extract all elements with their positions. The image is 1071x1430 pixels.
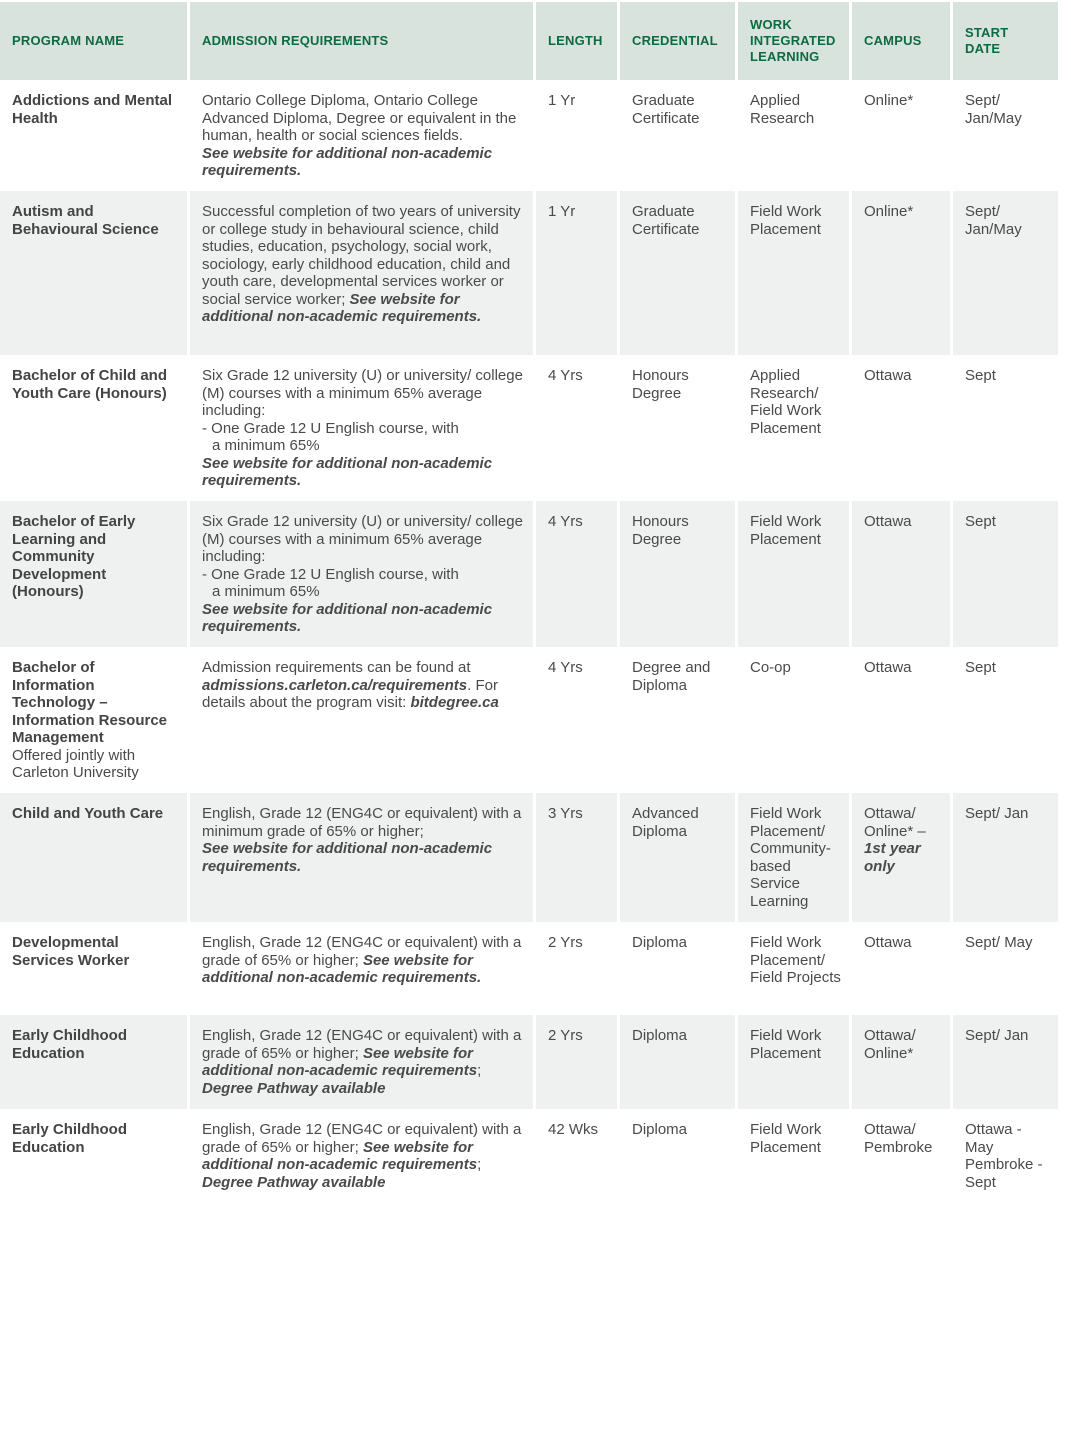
program-subtitle: Offered jointly with Carleton University xyxy=(12,746,139,781)
header-start-line-2: DATE xyxy=(965,41,1001,56)
admission-text: English, Grade 12 (ENG4C or equivalent) with a grade of 65% or higher; xyxy=(202,1027,522,1062)
program-name-cell xyxy=(0,793,190,922)
admission-note: See website for additional non-academic requirements. xyxy=(202,144,493,179)
header-campus: CAMPUS xyxy=(852,0,953,80)
start-date-cell: Sept/ Jan/May xyxy=(953,191,1058,355)
campus-cell: Ottawa xyxy=(852,647,953,793)
header-work-integrated-learning xyxy=(738,0,852,80)
admission-link-carleton[interactable]: admissions.carleton.ca/requirements xyxy=(202,676,468,694)
campus-cell: Ottawa xyxy=(852,922,953,1015)
start-date-cell: Sept/ Jan xyxy=(953,793,1058,922)
program-name-cell xyxy=(0,80,190,191)
header-wil-line-1: WORK xyxy=(750,17,792,32)
admission-text-continued: . For details about the program visit: xyxy=(202,676,498,711)
admission-bullet: - One Grade 12 U English course, with xyxy=(202,419,459,437)
table-row xyxy=(0,191,1058,355)
admission-note: See website for additional non-academic requirements xyxy=(202,1044,478,1079)
admission-note: See website for additional non-academic requirements. xyxy=(202,290,482,325)
program-name-cell xyxy=(0,355,190,501)
credential-cell: Diploma xyxy=(620,922,738,1015)
admission-bullet-continued: a minimum 65% xyxy=(212,583,320,600)
program-name-cell xyxy=(0,922,190,1015)
length-cell: 3 Yrs xyxy=(536,793,620,922)
table-row xyxy=(0,355,1058,501)
program-name: Early Childhood Education xyxy=(12,1027,128,1062)
campus-cell xyxy=(852,793,953,922)
wil-cell: Applied Research xyxy=(738,80,852,191)
header-wil-line-3: LEARNING xyxy=(750,49,820,64)
campus-cell: Ottawa xyxy=(852,355,953,501)
credential-cell: Diploma xyxy=(620,1015,738,1109)
program-name-cell xyxy=(0,1015,190,1109)
admission-separator: ; xyxy=(477,1062,482,1079)
start-date-cell: Sept xyxy=(953,647,1058,793)
header-start-date xyxy=(953,0,1058,80)
admission-note: See website for additional non-academic requirements. xyxy=(202,840,493,875)
admission-link-bitdegree[interactable]: bitdegree.ca xyxy=(410,694,499,711)
length-cell: 4 Yrs xyxy=(536,647,620,793)
admission-text: Ontario College Diploma, Ontario College Advanced Diploma, Degree or equivalent in the human, health or social sciences fields. xyxy=(202,92,517,144)
program-name-cell xyxy=(0,647,190,793)
admission-cell xyxy=(190,191,536,355)
wil-cell: Field Work Placement xyxy=(738,1015,852,1109)
length-cell: 1 Yr xyxy=(536,191,620,355)
length-cell: 2 Yrs xyxy=(536,922,620,1015)
header-length: LENGTH xyxy=(536,0,620,80)
credential-cell: Graduate Certificate xyxy=(620,80,738,191)
header-start-line-1: START xyxy=(965,25,1009,40)
wil-cell: Co-op xyxy=(738,647,852,793)
credential-cell: Degree and Diploma xyxy=(620,647,738,793)
wil-cell: Applied Research/ Field Work Placement xyxy=(738,355,852,501)
header-credential: CREDENTIAL xyxy=(620,0,738,80)
program-name: Developmental Services Worker xyxy=(12,934,130,969)
start-date-cell: Sept/ May xyxy=(953,922,1058,1015)
credential-cell: Honours Degree xyxy=(620,501,738,647)
admission-note: See website for additional non-academic requirements. xyxy=(202,951,482,986)
wil-cell: Field Work Placement xyxy=(738,1109,852,1203)
admission-cell xyxy=(190,1015,536,1109)
credential-cell: Advanced Diploma xyxy=(620,793,738,922)
campus-note: 1st year only xyxy=(864,840,921,875)
admission-text: Successful completion of two years of university or college study in behavioural science, child studies, education, psychology, social work, sociology, early childhood education, child and youth care, developmental services worker or social service worker; xyxy=(202,203,521,308)
admission-text: Admission requirements can be found at xyxy=(202,659,471,676)
program-name: Addictions and Mental Health xyxy=(12,92,173,127)
table-row xyxy=(0,1109,1058,1203)
length-cell: 1 Yr xyxy=(536,80,620,191)
start-date-cell: Sept/ Jan xyxy=(953,1015,1058,1109)
admission-cell xyxy=(190,355,536,501)
admission-note: See website for additional non-academic requirements xyxy=(202,1138,478,1173)
table-row xyxy=(0,1015,1058,1109)
degree-pathway-note: Degree Pathway available xyxy=(202,1173,386,1191)
program-name-cell xyxy=(0,501,190,647)
admission-cell xyxy=(190,501,536,647)
program-name: Child and Youth Care xyxy=(12,805,164,822)
admission-bullet: - One Grade 12 U English course, with xyxy=(202,565,459,583)
admission-text: English, Grade 12 (ENG4C or equivalent) with a grade of 65% or higher; xyxy=(202,934,522,969)
table-row xyxy=(0,501,1058,647)
table-row xyxy=(0,922,1058,1015)
campus-cell: Ottawa xyxy=(852,501,953,647)
length-cell: 4 Yrs xyxy=(536,355,620,501)
length-cell: 4 Yrs xyxy=(536,501,620,647)
start-date-cell: Sept xyxy=(953,355,1058,501)
wil-cell: Field Work Placement/ Field Projects xyxy=(738,922,852,1015)
start-date-cell: Sept xyxy=(953,501,1058,647)
campus-cell: Online* xyxy=(852,80,953,191)
program-name-cell xyxy=(0,1109,190,1203)
header-wil-line-2: INTEGRATED xyxy=(750,33,836,48)
admission-cell xyxy=(190,922,536,1015)
admission-text: English, Grade 12 (ENG4C or equivalent) with a minimum grade of 65% or higher; xyxy=(202,805,522,840)
program-name: Bachelor of Information Technology – Information Resource Management xyxy=(12,659,168,746)
admission-note: See website for additional non-academic requirements. xyxy=(202,600,493,635)
length-cell: 42 Wks xyxy=(536,1109,620,1203)
table-row xyxy=(0,647,1058,793)
credential-cell: Graduate Certificate xyxy=(620,191,738,355)
admission-note: See website for additional non-academic requirements. xyxy=(202,454,493,489)
admission-bullet-continued: a minimum 65% xyxy=(212,437,320,454)
wil-cell: Field Work Placement/ Community-based Service Learning xyxy=(738,793,852,922)
admission-cell xyxy=(190,80,536,191)
degree-pathway-note: Degree Pathway available xyxy=(202,1079,386,1097)
campus-text: Ottawa/ Online* – xyxy=(864,805,926,840)
admission-cell xyxy=(190,1109,536,1203)
program-name-cell xyxy=(0,191,190,355)
program-name: Bachelor of Child and Youth Care (Honours) xyxy=(12,367,168,402)
table-row xyxy=(0,793,1058,922)
admission-text: Six Grade 12 university (U) or university/ college (M) courses with a minimum 65% average including: xyxy=(202,367,523,419)
length-cell: 2 Yrs xyxy=(536,1015,620,1109)
start-date-cell: Sept/ Jan/May xyxy=(953,80,1058,191)
start-date-cell: Ottawa - May Pembroke - Sept xyxy=(953,1109,1058,1203)
admission-text: English, Grade 12 (ENG4C or equivalent) with a grade of 65% or higher; xyxy=(202,1121,522,1156)
wil-cell: Field Work Placement xyxy=(738,501,852,647)
admission-cell xyxy=(190,793,536,922)
header-row xyxy=(0,0,1058,80)
admission-text: Six Grade 12 university (U) or university/ college (M) courses with a minimum 65% average including: xyxy=(202,513,523,565)
campus-cell: Ottawa/ Pembroke xyxy=(852,1109,953,1203)
program-name: Bachelor of Early Learning and Community Development (Honours) xyxy=(12,513,136,600)
campus-cell: Online* xyxy=(852,191,953,355)
credential-cell: Diploma xyxy=(620,1109,738,1203)
header-program-name: PROGRAM NAME xyxy=(0,0,190,80)
header-admission-requirements: ADMISSION REQUIREMENTS xyxy=(190,0,536,80)
program-name: Autism and Behavioural Science xyxy=(12,203,159,238)
campus-cell: Ottawa/ Online* xyxy=(852,1015,953,1109)
program-name: Early Childhood Education xyxy=(12,1121,128,1156)
credential-cell: Honours Degree xyxy=(620,355,738,501)
table-row xyxy=(0,80,1058,191)
admission-cell xyxy=(190,647,536,793)
wil-cell: Field Work Placement xyxy=(738,191,852,355)
admission-separator: ; xyxy=(477,1156,482,1173)
